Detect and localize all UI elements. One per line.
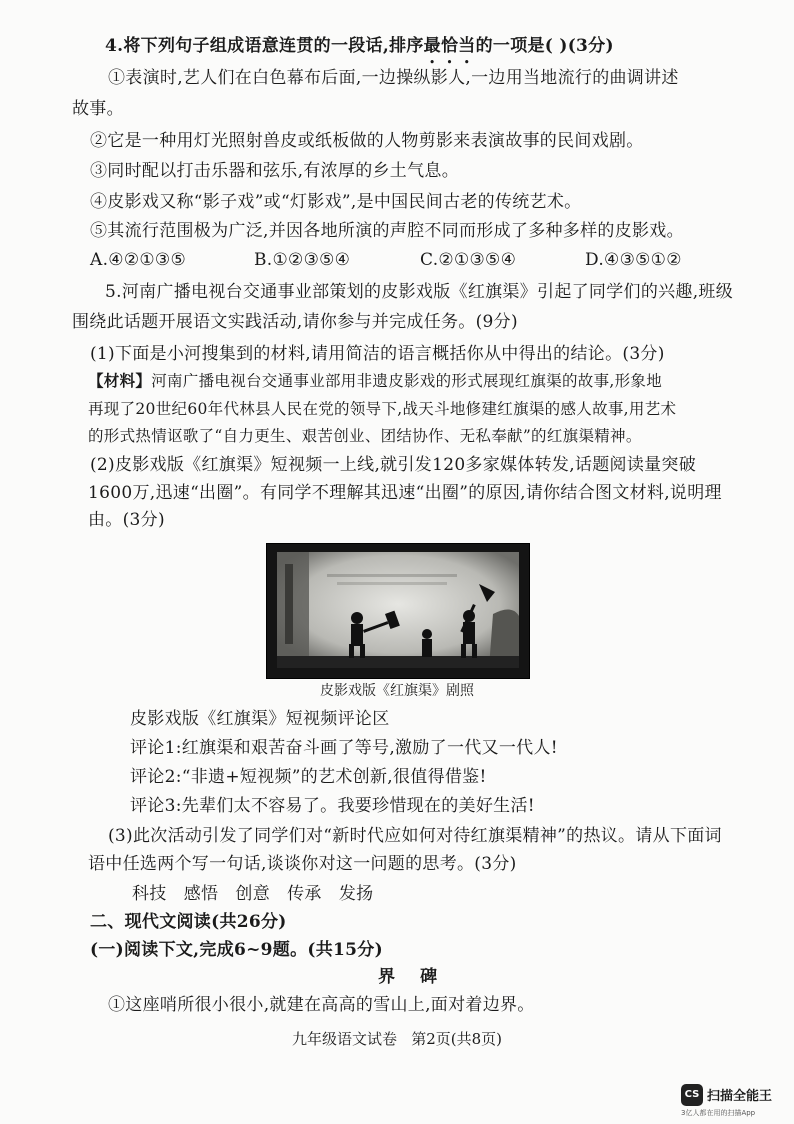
q5-part-3a: (3)此次活动引发了同学们对“新时代应如何对待红旗渠精神”的热议。请从下面词 (108, 826, 722, 846)
page-footer: 九年级语文试卷 第2页(共8页) (291, 1030, 503, 1048)
material-line-1: 【材料】河南广播电视台交通事业部用非遗皮影戏的形式展现红旗渠的故事,形象地 (88, 371, 663, 390)
comment-3: 评论3:先辈们太不容易了。我要珍惜现在的美好生活! (130, 796, 535, 816)
material-line-3: 的形式热情讴歌了“自力更生、艰苦创业、团结协作、无私奉献”的红旗渠精神。 (88, 427, 642, 445)
q5-part-2c: 由。(3分) (88, 510, 165, 530)
article-paragraph-1: ①这座哨所很小很小,就建在高高的雪山上,面对着边界。 (108, 995, 535, 1015)
section-2-sub: (一)阅读下文,完成6~9题。(共15分) (90, 940, 383, 960)
q4-sentence-2: ②它是一种用灯光照射兽皮或纸板做的人物剪影来表演故事的民间戏剧。 (90, 131, 644, 151)
emphasis-dots: 最恰当 (423, 36, 476, 56)
material-label: 【材料】 (88, 371, 152, 390)
q4-option-b: B.①②③⑤④ (254, 250, 351, 270)
shadow-play-photo (266, 543, 530, 679)
logo-subtitle: 3亿人都在用的扫描App (681, 1109, 756, 1117)
q5-part-2b: 1600万,迅速“出圈”。有同学不理解其迅速“出圈”的原因,请你结合图文材料,说明理 (88, 483, 722, 503)
photo-caption: 皮影戏版《红旗渠》剧照 (320, 683, 474, 699)
section-2-title: 二、现代文阅读(共26分) (90, 912, 287, 932)
comment-1: 评论1:红旗渠和艰苦奋斗画了等号,激励了一代又一代人! (130, 738, 558, 758)
scanner-logo (681, 1084, 791, 1120)
q4-sentence-1b: 故事。 (72, 99, 124, 119)
q4-option-c: C.②①③⑤④ (420, 250, 517, 270)
q5-part-1: (1)下面是小河搜集到的材料,请用简洁的语言概括你从中得出的结论。(3分) (90, 344, 665, 364)
comment-2: 评论2:“非遗+短视频”的艺术创新,很值得借鉴! (130, 767, 487, 787)
word-choices: 科技 感悟 创意 传承 发扬 (132, 884, 374, 904)
q5-part-3b: 语中任选两个写一句话,谈谈你对这一问题的思考。(3分) (88, 854, 517, 874)
q4-sentence-3: ③同时配以打击乐器和弦乐,有浓厚的乡土气息。 (90, 161, 460, 181)
q4-option-a: A.④②①③⑤ (90, 250, 186, 270)
q5-stem-2: 围绕此话题开展语文实践活动,请你参与并完成任务。(9分) (72, 312, 518, 332)
camscanner-icon: CS (681, 1084, 703, 1106)
q5-stem-1: 5.河南广播电视台交通事业部策划的皮影戏版《红旗渠》引起了同学们的兴趣,班级 (105, 282, 734, 302)
q4-stem: 4.将下列句子组成语意连贯的一段话,排序最恰当的一项是( )(3分) (105, 36, 614, 56)
logo-name: 扫描全能王 (707, 1089, 773, 1104)
q4-sentence-5: ⑤其流行范围极为广泛,并因各地所演的声腔不同而形成了多种多样的皮影戏。 (90, 221, 684, 241)
q4-option-d: D.④③⑤①② (585, 250, 682, 270)
q4-sentence-4: ④皮影戏又称“影子戏”或“灯影戏”,是中国民间古老的传统艺术。 (90, 192, 582, 212)
q5-part-2a: (2)皮影戏版《红旗渠》短视频一上线,就引发120多家媒体转发,话题阅读量突破 (90, 455, 697, 475)
comment-section-title: 皮影戏版《红旗渠》短视频评论区 (130, 709, 390, 729)
q4-sentence-1a: ①表演时,艺人们在白色幕布后面,一边操纵影人,一边用当地流行的曲调讲述 (108, 68, 679, 88)
article-title: 界 碑 (378, 967, 438, 987)
material-line-2: 再现了20世纪60年代林县人民在党的领导下,战天斗地修建红旗渠的感人故事,用艺术 (88, 400, 677, 418)
shadow-play-illustration (267, 544, 529, 678)
